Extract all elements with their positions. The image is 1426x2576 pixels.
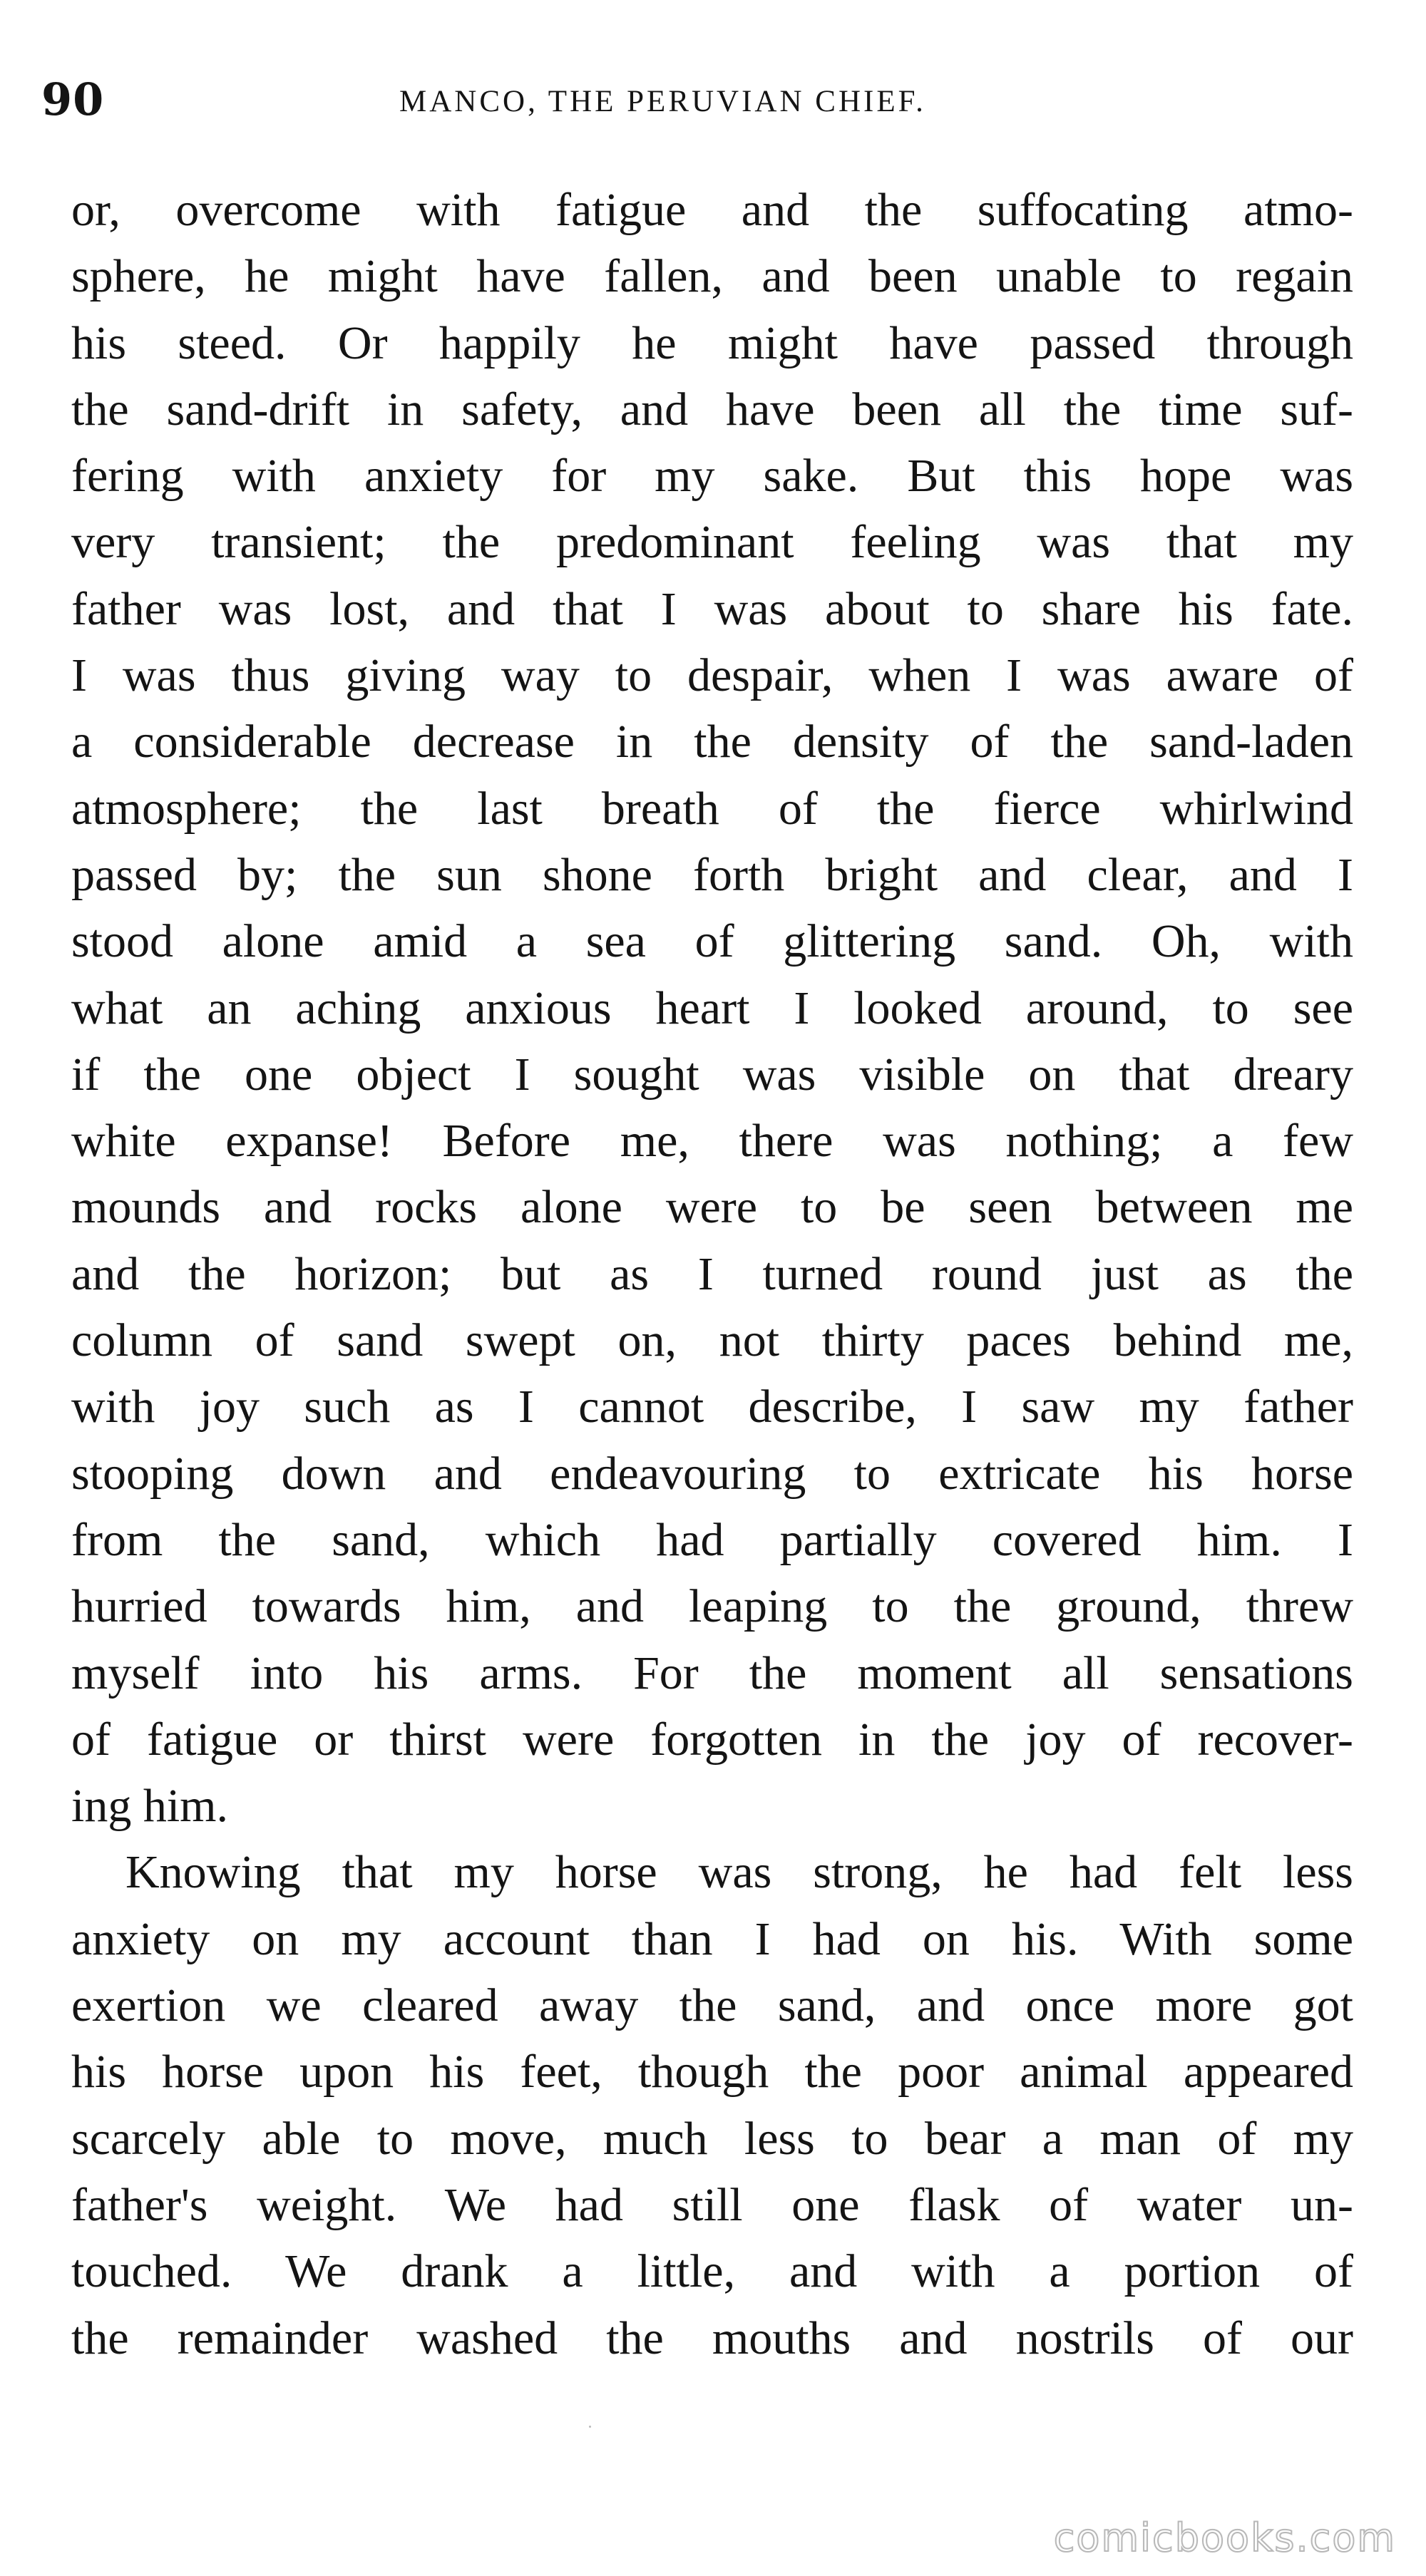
text-line: father was lost, and that I was about to share his fate. — [71, 582, 1353, 635]
text-line: stooping down and endeavouring to extricate his horse — [71, 1447, 1353, 1500]
text-line: stood alone amid a sea of glittering sand. Oh, with — [71, 915, 1353, 968]
print-speck — [589, 2426, 591, 2428]
text-line: atmosphere; the last breath of the fierce whirlwind — [71, 782, 1353, 835]
text-line: sphere, he might have fallen, and been unable to regain — [71, 250, 1353, 303]
text-line: column of sand swept on, not thirty paces behind me, — [71, 1314, 1353, 1367]
text-line: the remainder washed the mouths and nostrils of our — [71, 2312, 1353, 2364]
text-line: very transient; the predominant feeling was that my — [71, 516, 1353, 569]
text-line: scarcely able to move, much less to bear a man of my — [71, 2112, 1353, 2165]
page-header — [0, 68, 1426, 132]
text-line: fering with anxiety for my sake. But this hope was — [71, 450, 1353, 503]
text-line: his horse upon his feet, though the poor animal appeared — [71, 2046, 1353, 2098]
text-line: the sand-drift in safety, and have been all the time suf- — [71, 383, 1353, 436]
text-line: or, overcome with fatigue and the suffocating atmo- — [71, 184, 1353, 236]
text-line: ing him. — [71, 1780, 229, 1833]
page-number: 90 — [41, 73, 105, 125]
text-line: hurried towards him, and leaping to the ground, threw — [71, 1580, 1353, 1633]
text-line: what an aching anxious heart I looked around, to see — [71, 982, 1353, 1034]
text-line: from the sand, which had partially covered him. I — [71, 1513, 1353, 1566]
body-text — [71, 177, 1353, 2371]
text-line: of fatigue or thirst were forgotten in the joy of recover- — [71, 1713, 1353, 1766]
text-line: white expanse! Before me, there was nothing; a few — [71, 1115, 1353, 1168]
text-line: passed by; the sun shone forth bright and clear, and I — [71, 848, 1353, 901]
watermark: comicbooks.com — [1053, 2515, 1396, 2560]
text-line: I was thus giving way to despair, when I was aware of — [71, 649, 1353, 702]
text-line: anxiety on my account than I had on his. With some — [71, 1912, 1353, 1965]
text-line: mounds and rocks alone were to be seen between me — [71, 1181, 1353, 1234]
running-title: MANCO, THE PERUVIAN CHIEF. — [399, 85, 926, 118]
text-line: Knowing that my horse was strong, he had felt less — [125, 1846, 1353, 1899]
text-line: and the horizon; but as I turned round just as the — [71, 1247, 1353, 1300]
text-line: his steed. Or happily he might have passed through — [71, 316, 1353, 369]
text-line: with joy such as I cannot describe, I saw my father — [71, 1381, 1353, 1433]
text-line: touched. We drank a little, and with a portion of — [71, 2245, 1353, 2298]
paragraph — [71, 1839, 1353, 2371]
text-line: father's weight. We had still one flask of water un- — [71, 2178, 1353, 2231]
text-line: exertion we cleared away the sand, and once more got — [71, 1979, 1353, 2032]
text-line: myself into his arms. For the moment all sensations — [71, 1647, 1353, 1699]
text-line: if the one object I sought was visible on that dreary — [71, 1048, 1353, 1101]
text-line: a considerable decrease in the density of the sand-laden — [71, 716, 1353, 768]
paragraph — [71, 177, 1353, 1839]
